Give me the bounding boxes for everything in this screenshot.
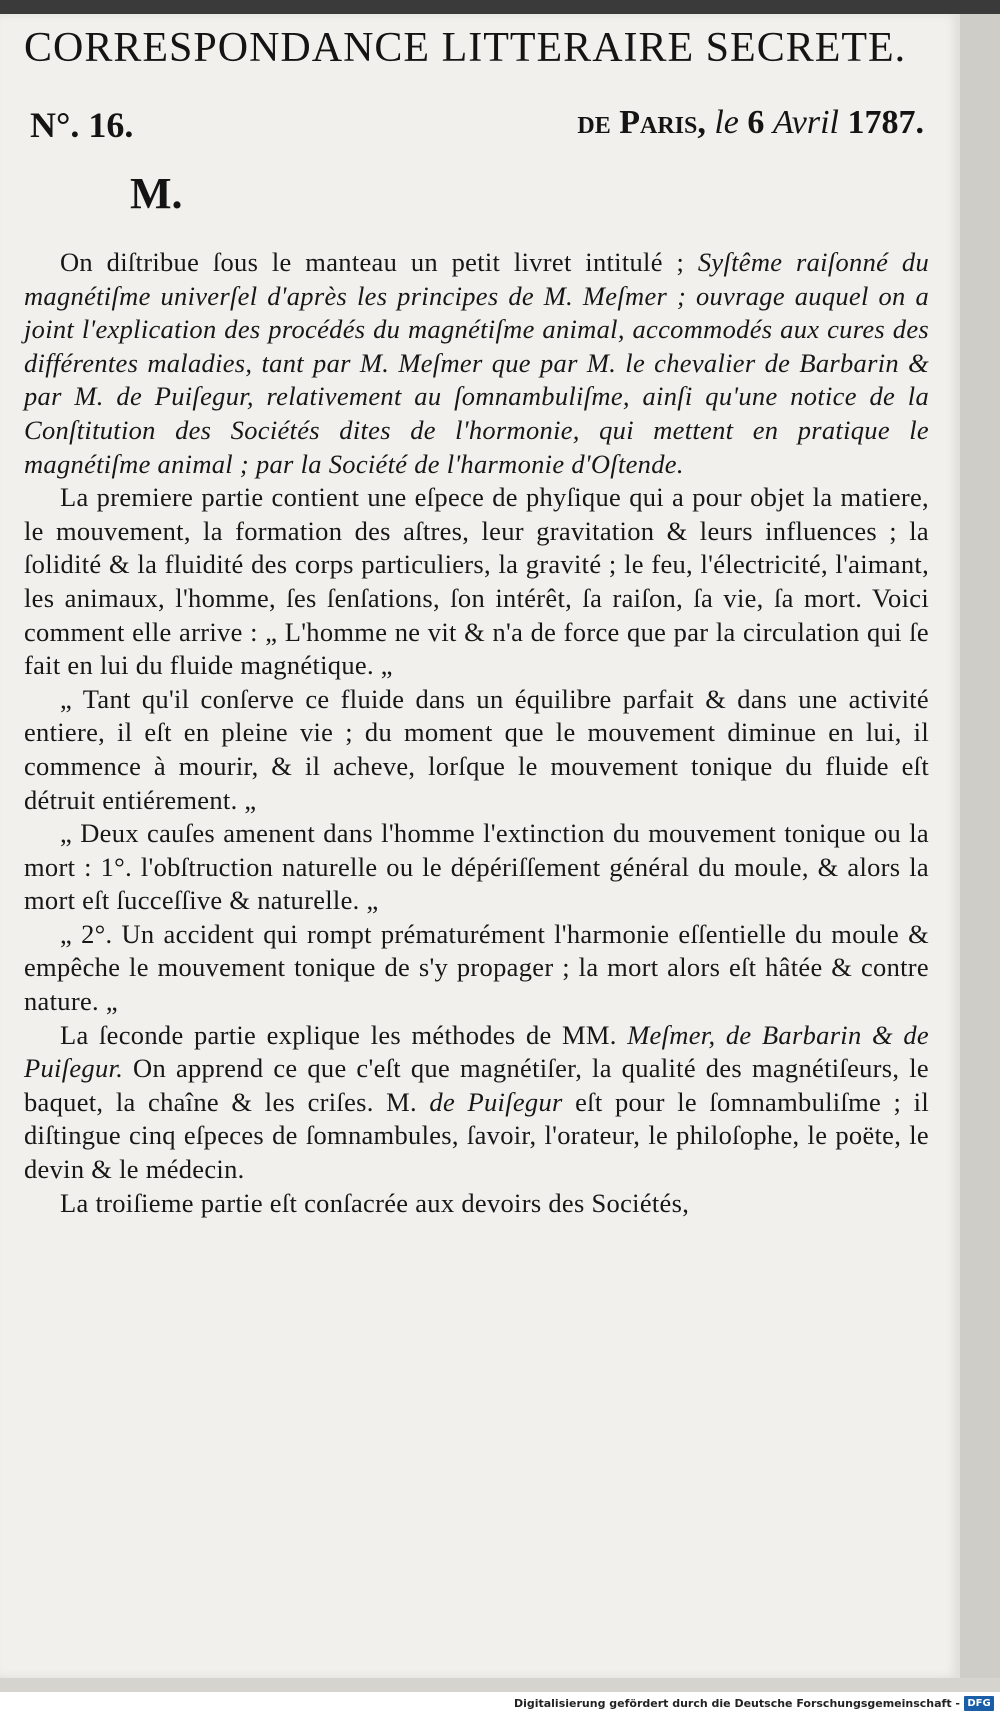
- second-part-names: Meſmer, de Barbarin & de Puiſegur.: [24, 1019, 929, 1084]
- dateline-day: 6: [747, 104, 765, 141]
- second-part-name2: de Puiſegur: [429, 1086, 563, 1117]
- dateline: [577, 104, 924, 142]
- page-side-edge: [960, 14, 1000, 1678]
- second-part-a: La ſeconde partie explique les méthodes de MM.: [60, 1019, 617, 1050]
- paragraph-second-part: [24, 1019, 929, 1187]
- funding-credit: Digitalisierung gefördert durch die Deutsche Forschungsgemeinschaft -: [513, 1697, 960, 1710]
- page-top-edge: [0, 0, 1000, 14]
- salutation: M.: [130, 169, 183, 218]
- dateline-prefix: le: [714, 104, 748, 141]
- book-title: Syſtême raiſonné du magnétiſme univerſel d'après les principes de M. Meſmer ; ouvrage auquel on a joint l'explication des procédés du magnétiſme animal, accommodés aux cures des différentes maladies, tant par M. Meſmer que par M. le chevalier de Barbarin & par M. de Puiſegur, relativement au ſomnambuliſme, ainſi qu'une notice de la Conſtitution des Sociétés dites de l'hormonie, qui mettent en pratique le magnétiſme animal ; par la Société de l'harmonie d'Oſtende.: [24, 247, 929, 479]
- paragraph-first-part: La premiere partie contient une eſpece de phyſique qui a pour objet la matiere, le mouvement, la formation des aſtres, leur gravitation & leurs influences ; la ſolidité & la fluidité des corps particuliers, la gravité ; le feu, l'électricité, l'aimant, les animaux, l'homme, ſes ſenſations, ſon intérêt, ſa raiſon, ſa vie, ſa mort. Voici comment elle arrive : „ L'homme ne vit & n'a de force que par la circulation qui ſe fait en lui du fluide magnétique. „: [24, 482, 929, 681]
- paragraph-quote-1: „ Tant qu'il conſerve ce fluide dans un équilibre parfait & dans une activité entiere, il eſt en pleine vie ; du moment que le mouvement diminue en lui, il commence à mourir, & il acheve, lorſque le mouvement tonique du fluide eſt détruit entiérement. „: [24, 683, 929, 815]
- second-part-c: eſt pour le ſomnambuliſme ; il diſtingue cinq eſpeces de ſomnambules, ſavoir, l'orateur, le philoſophe, le poëte, le devin & le médecin.: [24, 1086, 929, 1185]
- masthead-title: CORRESPONDANCE LITTERAIRE SECRETE.: [24, 25, 907, 71]
- dfg-logo: DFG: [964, 1696, 994, 1711]
- dateline-year: 1787.: [847, 104, 924, 141]
- dateline-city: de Paris: [577, 104, 698, 141]
- digitization-footer: [0, 1692, 1000, 1716]
- paragraph-intro: [24, 246, 929, 481]
- issue-row: [24, 104, 924, 156]
- article-body: [24, 246, 929, 1220]
- intro-text: On diſtribue ſous le manteau un petit livret intitulé ;: [60, 247, 685, 277]
- paragraph-quote-3: „ 2°. Un accident qui rompt prématurément l'harmonie eſſentielle du moule & empêche le mouvement tonique de s'y propager ; la mort alors eſt hâtée & contre nature. „: [24, 918, 929, 1017]
- second-part-b: On apprend ce que c'eſt que magnétiſer, la qualité des magnétiſeurs, le baquet, la chaîne & les criſes. M.: [24, 1053, 929, 1117]
- dateline-separator: ,: [697, 104, 715, 141]
- issue-number: N°. 16.: [30, 105, 134, 145]
- paragraph-third-part: La troiſieme partie eſt conſacrée aux devoirs des Sociétés,: [60, 1187, 690, 1218]
- paragraph-quote-2: „ Deux cauſes amenent dans l'homme l'extinction du mouvement tonique ou la mort : 1°. l'obſtruction naturelle ou le dépériſſement général du moule, & alors la mort eſt ſucceſſive & naturelle. „: [24, 818, 929, 916]
- dateline-month: Avril: [772, 104, 839, 141]
